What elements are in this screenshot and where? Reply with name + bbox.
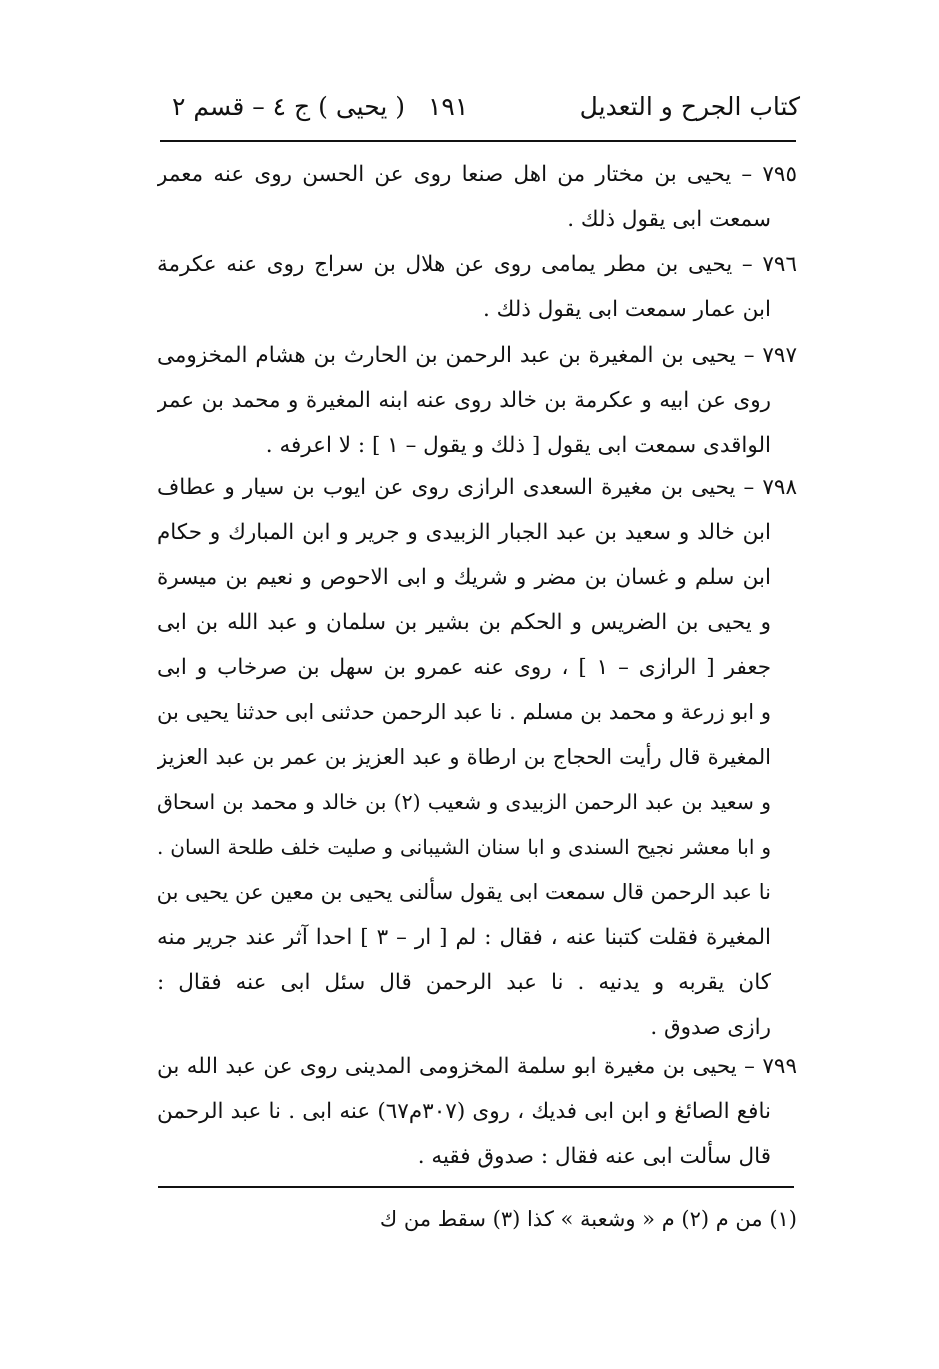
running-header [160,84,800,130]
header-divider [160,140,796,142]
entry-line: سمعت ابى يقول ذلك . [567,207,771,232]
entry-line: كان يقربه و يدنيه . نا عبد الرحمن قال سئل ابى عنه فقال : [157,970,771,995]
biography-entry-798 [157,465,797,1050]
entry-line: جعفر [ الرازى – ١ ] ، روى عنه عمرو بن سهل بن صرخاب و ابى [157,655,771,680]
entry-line: ابن خالد و سعيد بن عبد الجبار الزبيدى و جرير و ابن المبارك و حكام [157,520,771,545]
entry-line: المغيرة قال رأيت الحجاج بن ارطاة و عبد العزيز بن عمر بن عبد العزيز [157,745,771,769]
entry-line: و سعيد بن عبد الرحمن الزبيدى و شعيب (٢) بن خالد و محمد بن اسحاق [157,790,771,814]
biography-entry-797 [157,333,797,468]
biography-entry-795 [157,152,797,242]
entry-line: الواقدى سمعت ابى يقول [ ذلك و يقول – ١ ] : لا اعرفه . [265,433,771,458]
entry-line: ابن عمار سمعت ابى يقول ذلك . [483,297,771,322]
entry-line: ٧٩٧ – يحيى بن المغيرة بن عبد الرحمن بن الحارث بن هشام المخزومى [157,343,797,368]
footnote-divider [158,1186,794,1188]
page-number: ١٩١ [428,92,469,121]
entry-line: و ابا معشر نجيح السندى و ابا سنان الشيبانى و صليت خلف طلحة السان . [157,835,771,859]
entry-line: قال سألت ابى عنه فقال : صدوق فقيه . [417,1144,771,1169]
book-title: كتاب الجرح و التعديل [579,92,800,121]
biography-entry-796 [157,242,797,332]
biography-entry-799 [157,1044,797,1179]
entry-line: نافع الصائغ و ابن ابى فديك ، روى (٣٠٧م٦٧) عنه ابى . نا عبد الرحمن [157,1099,771,1124]
entry-line: ٧٩٥ – يحيى بن مختار من اهل صنعا روى عن الحسن روى عنه معمر [157,162,797,187]
entry-line: نا عبد الرحمن قال سمعت ابى يقول سألنى يحيى بن معين عن يحيى بن [157,880,771,904]
volume-section-label: ( يحيى ) ج ٤ – قسم ٢ [172,92,406,121]
entry-line: رازى صدوق . [650,1015,771,1040]
entry-line: و ابو زرعة و محمد بن مسلم . نا عبد الرحمن حدثنى ابى حدثنا يحيى بن [157,700,771,724]
entry-line: روى عن ابيه و عكرمة بن خالد روى عنه ابنه المغيرة و محمد بن عمر [157,388,771,413]
entry-line: ابن سلم و غسان بن مضر و شريك و ابى الاحوص و نعيم بن ميسرة [157,565,771,590]
entry-line: المغيرة فقلت كتبنا عنه ، فقال : لم [ ار – ٣ ] احدا آثر عند جرير منه [157,925,771,950]
footnotes: (١) من م (٢) م « وشعبة » كذا (٣) سقط من ك [379,1207,797,1231]
entry-line: ٧٩٨ – يحيى بن مغيرة السعدى الرازى روى عن ايوب بن سيار و عطاف [157,475,797,500]
entry-line: و يحيى بن الضريس و الحكم بن بشير بن سلمان و عبد الله بن ابى [157,610,771,635]
entry-line: ٧٩٩ – يحيى بن مغيرة ابو سلمة المخزومى المدينى روى عن عبد الله بن [157,1054,797,1079]
entry-line: ٧٩٦ – يحيى بن مطر يمامى روى عن هلال بن سراج روى عنه عكرمة [157,252,797,277]
